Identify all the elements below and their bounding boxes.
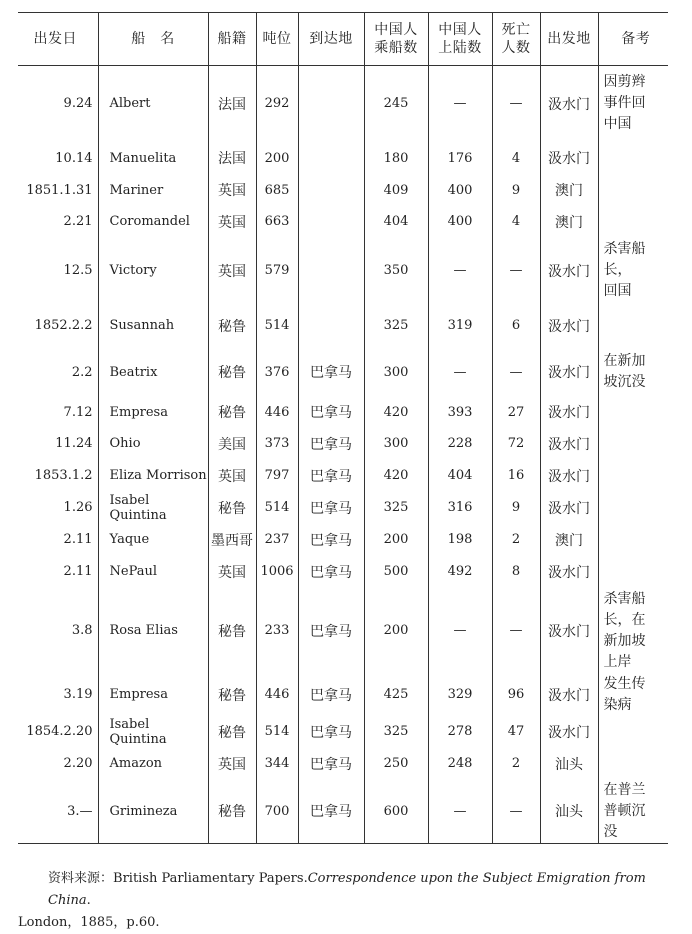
header-remarks (598, 13, 668, 66)
cell-boarded: 300 (364, 348, 428, 397)
table-row (18, 492, 668, 524)
cell-deaths: — (492, 780, 540, 844)
cell-remarks (598, 175, 668, 206)
table-row (18, 304, 668, 348)
cell-tonnage: 797 (256, 460, 298, 492)
cell-date: 1853.1.2 (34, 468, 93, 483)
cell-deaths: 2 (492, 524, 540, 556)
cell-flag: 英国 (208, 556, 256, 588)
cell-remarks (598, 492, 668, 524)
table-row (18, 524, 668, 556)
cell-tonnage: 514 (256, 716, 298, 748)
emigration-ship-table (18, 12, 668, 844)
remark-line: 杀害船 (603, 241, 646, 257)
cell-ship: Eliza Morrison (98, 460, 208, 492)
header-deaths-line: 人数 (501, 40, 531, 56)
cell-date: 7.12 (63, 404, 93, 420)
cell-deaths: 27 (492, 397, 540, 428)
cell-tonnage: 237 (256, 524, 298, 556)
header-ship-line: 船 名 (131, 31, 175, 47)
table-row (18, 748, 668, 780)
cell-remarks (598, 304, 668, 348)
cell-tonnage: 292 (256, 66, 298, 142)
cell-flag: 英国 (208, 175, 256, 206)
remark-line: 在普兰 (603, 781, 646, 798)
cell-destination: 巴拿马 (298, 428, 364, 460)
remark-line: 中国 (603, 116, 632, 133)
cell-date: 2.11 (63, 532, 93, 547)
cell-boarded: 404 (364, 206, 428, 238)
cell-ship: NePaul (98, 556, 208, 588)
header-origin (540, 13, 598, 66)
cell-remarks (598, 238, 668, 304)
cell-remarks (598, 524, 668, 556)
remark-line: 因剪辫 (603, 74, 646, 91)
cell-landed: 492 (428, 556, 492, 588)
cell-destination: 巴拿马 (298, 780, 364, 844)
cell-destination: 巴拿马 (298, 348, 364, 397)
cell-boarded: 300 (364, 428, 428, 460)
cell-date: 9.24 (63, 96, 93, 112)
cell-flag: 法国 (208, 142, 256, 175)
cell-date: 2.2 (71, 364, 93, 380)
remark-line: 上岸 (603, 653, 632, 670)
cell-ship: Amazon (98, 748, 208, 780)
cell-flag: 英国 (208, 238, 256, 304)
cell-origin: 汲水门 (540, 492, 598, 524)
cell-origin: 汲水门 (540, 588, 598, 674)
cell-tonnage: 700 (256, 780, 298, 844)
cell-origin: 澳门 (540, 206, 598, 238)
table-row (18, 460, 668, 492)
cell-ship: Victory (98, 238, 208, 304)
cell-landed: 400 (428, 206, 492, 238)
cell-date: 2.21 (63, 214, 93, 229)
cell-origin: 汲水门 (540, 348, 598, 397)
cell-date: 1854.2.20 (26, 724, 93, 739)
cell-ship: Beatrix (98, 348, 208, 397)
cell-deaths: 72 (492, 428, 540, 460)
cell-boarded: 420 (364, 397, 428, 428)
remark-line: 回国 (603, 283, 632, 299)
table-row (18, 175, 668, 206)
cell-landed: 316 (428, 492, 492, 524)
cell-destination (298, 142, 364, 175)
cell-destination (298, 238, 364, 304)
cell-boarded: 409 (364, 175, 428, 206)
cell-origin: 汲水门 (540, 238, 598, 304)
cell-origin: 汕头 (540, 748, 598, 780)
cell-deaths: 2 (492, 748, 540, 780)
cell-boarded: 350 (364, 238, 428, 304)
cell-flag: 秘鲁 (208, 780, 256, 844)
cell-ship: Mariner (98, 175, 208, 206)
cell-ship: Isabel Quintina (98, 492, 208, 524)
cell-origin: 汲水门 (540, 716, 598, 748)
cell-landed: 198 (428, 524, 492, 556)
source-publisher: British Parliamentary Papers. (113, 871, 308, 886)
table-row (18, 206, 668, 238)
cell-destination: 巴拿马 (298, 748, 364, 780)
cell-landed: — (428, 238, 492, 304)
cell-ship: Yaque (98, 524, 208, 556)
cell-boarded: 250 (364, 748, 428, 780)
source-title: Correspondence upon the Subject Emigration from China (48, 871, 646, 908)
cell-ship: Grimineza (98, 780, 208, 844)
cell-boarded: 325 (364, 716, 428, 748)
cell-landed: 393 (428, 397, 492, 428)
cell-landed: 319 (428, 304, 492, 348)
cell-ship: Susannah (98, 304, 208, 348)
table-row (18, 716, 668, 748)
cell-date: 2.11 (63, 564, 93, 579)
cell-landed: — (428, 588, 492, 674)
cell-origin: 汕头 (540, 780, 598, 844)
header-date (18, 13, 98, 66)
cell-boarded: 325 (364, 304, 428, 348)
cell-date: 3.— (18, 780, 98, 844)
cell-flag: 秘鲁 (208, 588, 256, 674)
cell-deaths: — (492, 588, 540, 674)
cell-origin: 汲水门 (540, 304, 598, 348)
table-body (18, 66, 668, 844)
cell-ship: Ohio (98, 428, 208, 460)
cell-destination: 巴拿马 (298, 460, 364, 492)
cell-landed: — (428, 66, 492, 142)
header-remarks-line: 备考 (621, 31, 651, 47)
cell-destination (298, 304, 364, 348)
cell-landed: 404 (428, 460, 492, 492)
cell-flag: 秘鲁 (208, 397, 256, 428)
cell-deaths: — (492, 66, 540, 142)
source-line-1 (18, 868, 674, 912)
cell-boarded: 425 (364, 674, 428, 716)
table-row (18, 142, 668, 175)
remark-line: 长，在 (603, 611, 646, 628)
cell-origin: 汲水门 (540, 556, 598, 588)
cell-tonnage: 200 (256, 142, 298, 175)
cell-date: 3.19 (63, 687, 93, 702)
cell-remarks (598, 348, 668, 397)
remark-line: 事件回 (603, 95, 646, 112)
header-flag-line: 船籍 (217, 31, 247, 47)
cell-destination: 巴拿马 (298, 556, 364, 588)
cell-deaths: 9 (492, 492, 540, 524)
source-label: 资料来源： (48, 871, 114, 886)
header-flag (208, 13, 256, 66)
cell-tonnage: 663 (256, 206, 298, 238)
cell-destination (298, 66, 364, 142)
header-boarded (364, 13, 428, 66)
cell-boarded: 245 (364, 66, 428, 142)
cell-remarks (598, 674, 668, 716)
cell-destination: 巴拿马 (298, 492, 364, 524)
header-destination-line: 到达地 (309, 31, 353, 47)
cell-flag: 秘鲁 (208, 492, 256, 524)
cell-destination (298, 175, 364, 206)
header-tonnage (256, 13, 298, 66)
cell-boarded: 325 (364, 492, 428, 524)
table-row (18, 674, 668, 716)
header-origin-line: 出发地 (547, 31, 591, 47)
table-row (18, 66, 668, 142)
header-date-line: 出发日 (33, 31, 77, 47)
cell-remarks (598, 66, 668, 142)
header-landed-line: 中国人 (438, 22, 482, 38)
header-destination (298, 13, 364, 66)
cell-origin: 汲水门 (540, 428, 598, 460)
remark-line: 新加坡 (603, 632, 646, 649)
cell-remarks (598, 556, 668, 588)
table-header-row (18, 13, 668, 66)
cell-destination: 巴拿马 (298, 524, 364, 556)
cell-date: 1851.1.31 (26, 182, 93, 198)
cell-tonnage: 446 (256, 674, 298, 716)
cell-flag: 英国 (208, 460, 256, 492)
cell-date: 1.26 (63, 500, 93, 515)
cell-ship: Coromandel (98, 206, 208, 238)
cell-origin: 汲水门 (540, 460, 598, 492)
cell-boarded: 180 (364, 142, 428, 175)
cell-origin: 汲水门 (540, 397, 598, 428)
remark-line: 发生传 (603, 675, 646, 692)
cell-ship: Isabel Quintina (98, 716, 208, 748)
cell-deaths: — (492, 348, 540, 397)
cell-date: 12.5 (63, 263, 93, 278)
cell-deaths: 9 (492, 175, 540, 206)
cell-landed: 228 (428, 428, 492, 460)
cell-origin: 澳门 (540, 175, 598, 206)
header-ship (98, 13, 208, 66)
cell-destination: 巴拿马 (298, 716, 364, 748)
cell-date: 11.24 (55, 436, 93, 451)
cell-deaths: — (492, 238, 540, 304)
cell-remarks (598, 142, 668, 175)
cell-remarks (598, 206, 668, 238)
cell-landed: 248 (428, 748, 492, 780)
remark-line: 普顿沉 (603, 802, 646, 819)
cell-landed: 176 (428, 142, 492, 175)
cell-tonnage: 373 (256, 428, 298, 460)
remark-line: 在新加 (603, 353, 646, 369)
cell-date: 3.8 (71, 623, 93, 638)
cell-tonnage: 344 (256, 748, 298, 780)
cell-tonnage: 376 (256, 348, 298, 397)
cell-boarded: 500 (364, 556, 428, 588)
header-landed (428, 13, 492, 66)
table-row (18, 780, 668, 844)
cell-deaths: 4 (492, 206, 540, 238)
cell-remarks (598, 748, 668, 780)
cell-origin: 汲水门 (540, 142, 598, 175)
cell-flag: 秘鲁 (208, 304, 256, 348)
source-note (18, 868, 674, 934)
cell-ship: Albert (98, 66, 208, 142)
cell-ship: Empresa (98, 674, 208, 716)
cell-flag: 英国 (208, 206, 256, 238)
header-deaths (492, 13, 540, 66)
cell-deaths: 8 (492, 556, 540, 588)
cell-flag: 墨西哥 (208, 524, 256, 556)
cell-deaths: 96 (492, 674, 540, 716)
cell-destination: 巴拿马 (298, 588, 364, 674)
cell-origin: 汲水门 (540, 66, 598, 142)
cell-tonnage: 446 (256, 397, 298, 428)
remark-line: 没 (603, 823, 618, 840)
cell-remarks (598, 397, 668, 428)
cell-remarks (598, 460, 668, 492)
table-row (18, 428, 668, 460)
cell-destination: 巴拿马 (298, 397, 364, 428)
cell-ship: Rosa Elias (98, 588, 208, 674)
cell-ship: Empresa (98, 397, 208, 428)
cell-boarded: 420 (364, 460, 428, 492)
cell-remarks (598, 428, 668, 460)
cell-date: 10.14 (55, 150, 93, 166)
cell-tonnage: 514 (256, 492, 298, 524)
cell-deaths: 47 (492, 716, 540, 748)
remark-line: 染病 (603, 696, 632, 713)
remark-line: 杀害船 (603, 590, 646, 607)
cell-boarded: 200 (364, 524, 428, 556)
cell-landed: 278 (428, 716, 492, 748)
cell-landed: — (428, 780, 492, 844)
cell-tonnage: 579 (256, 238, 298, 304)
table-row (18, 238, 668, 304)
cell-tonnage: 233 (256, 588, 298, 674)
remark-line: 长， (603, 262, 632, 278)
cell-boarded: 600 (364, 780, 428, 844)
cell-flag: 秘鲁 (208, 716, 256, 748)
table-row (18, 588, 668, 674)
cell-date: 2.20 (63, 756, 93, 771)
cell-remarks (598, 780, 668, 844)
source-tail: . (86, 893, 91, 908)
header-landed-line: 上陆数 (438, 40, 482, 56)
cell-destination (298, 206, 364, 238)
cell-flag: 秘鲁 (208, 674, 256, 716)
cell-deaths: 4 (492, 142, 540, 175)
cell-flag: 美国 (208, 428, 256, 460)
cell-remarks (598, 716, 668, 748)
cell-flag: 法国 (208, 66, 256, 142)
header-boarded-line: 乘船数 (374, 40, 418, 56)
cell-landed: — (428, 348, 492, 397)
cell-tonnage: 1006 (256, 556, 298, 588)
table-row (18, 397, 668, 428)
table-row (18, 556, 668, 588)
cell-landed: 329 (428, 674, 492, 716)
cell-origin: 汲水门 (540, 674, 598, 716)
remark-line: 坡沉没 (603, 374, 646, 390)
cell-date: 1852.2.2 (34, 318, 93, 333)
header-deaths-line: 死亡 (501, 22, 531, 38)
cell-deaths: 6 (492, 304, 540, 348)
header-boarded-line: 中国人 (374, 22, 418, 38)
cell-remarks (598, 588, 668, 674)
cell-flag: 秘鲁 (208, 348, 256, 397)
cell-tonnage: 685 (256, 175, 298, 206)
cell-origin: 澳门 (540, 524, 598, 556)
cell-boarded: 200 (364, 588, 428, 674)
source-line-2: London，1885，p.60. (18, 915, 160, 930)
cell-flag: 英国 (208, 748, 256, 780)
header-tonnage-line: 吨位 (262, 31, 292, 47)
cell-deaths: 16 (492, 460, 540, 492)
cell-tonnage: 514 (256, 304, 298, 348)
cell-ship: Manuelita (98, 142, 208, 175)
table-row (18, 348, 668, 397)
cell-landed: 400 (428, 175, 492, 206)
cell-destination: 巴拿马 (298, 674, 364, 716)
